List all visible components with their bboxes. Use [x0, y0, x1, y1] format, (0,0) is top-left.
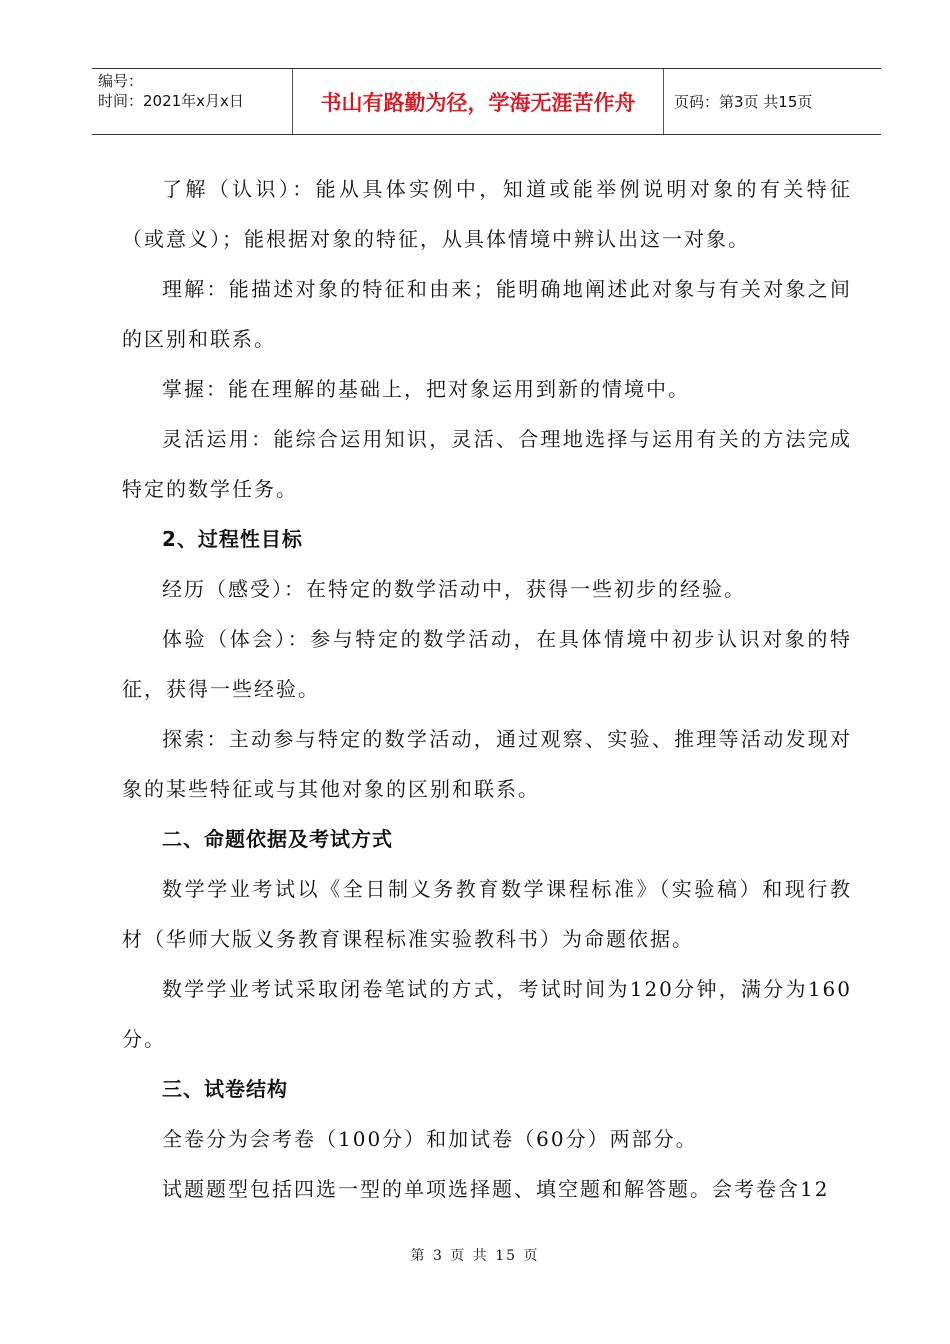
- paragraph-flexible-use: 灵活运用：能综合运用知识，灵活、合理地选择与运用有关的方法完成特定的数学任务。: [122, 427, 852, 501]
- document-body: [122, 164, 852, 1214]
- paragraph-exam-method: 数学学业考试采取闭卷笔试的方式，考试时间为120分钟，满分为160分。: [122, 977, 852, 1051]
- paragraph-experience: 经历（感受）：在特定的数学活动中，获得一些初步的经验。: [162, 577, 746, 601]
- paragraph-paper-parts: 全卷分为会考卷（100分）和加试卷（60分）两部分。: [162, 1127, 698, 1151]
- paragraph-basis: 数学学业考试以《全日制义务教育数学课程标准》（实验稿）和现行教材（华师大版义务教育课程标准实验教科书）为命题依据。: [122, 877, 852, 951]
- heading-paper-structure: 三、试卷结构: [162, 1077, 288, 1101]
- header-page-info: 页码：第3页 共15页: [674, 93, 813, 111]
- paragraph-master: 掌握：能在理解的基础上，把对象运用到新的情境中。: [162, 377, 690, 401]
- heading-basis-and-method: 二、命题依据及考试方式: [162, 827, 393, 851]
- header-motto: 书山有路勤为径，学海无涯苦作舟: [292, 69, 664, 134]
- paragraph-practice: 体验（体会）：参与特定的数学活动，在具体情境中初步认识对象的特征，获得一些经验。: [122, 627, 852, 701]
- paragraph-question-types: 试题题型包括四选一型的单项选择题、填空题和解答题。会考卷含12: [162, 1177, 830, 1201]
- heading-process-goals: 2、过程性目标: [162, 527, 303, 551]
- page-header: [92, 68, 881, 135]
- page-footer: 第 3 页 共 15 页: [410, 1248, 540, 1264]
- paragraph-understand-recognize: 了解（认识）：能从具体实例中，知道或能举例说明对象的有关特征（或意义）；能根据对象的特征，从具体情境中辨认出这一对象。: [122, 177, 852, 251]
- header-meta: [92, 69, 292, 134]
- paragraph-comprehend: 理解：能描述对象的特征和由来；能明确地阐述此对象与有关对象之间的区别和联系。: [122, 277, 852, 351]
- time-label: 时间：2021年x月x日: [98, 92, 244, 110]
- paragraph-explore: 探索：主动参与特定的数学活动，通过观察、实验、推理等活动发现对象的某些特征或与其他对象的区别和联系。: [122, 727, 852, 801]
- number-label: 编号：: [98, 72, 144, 90]
